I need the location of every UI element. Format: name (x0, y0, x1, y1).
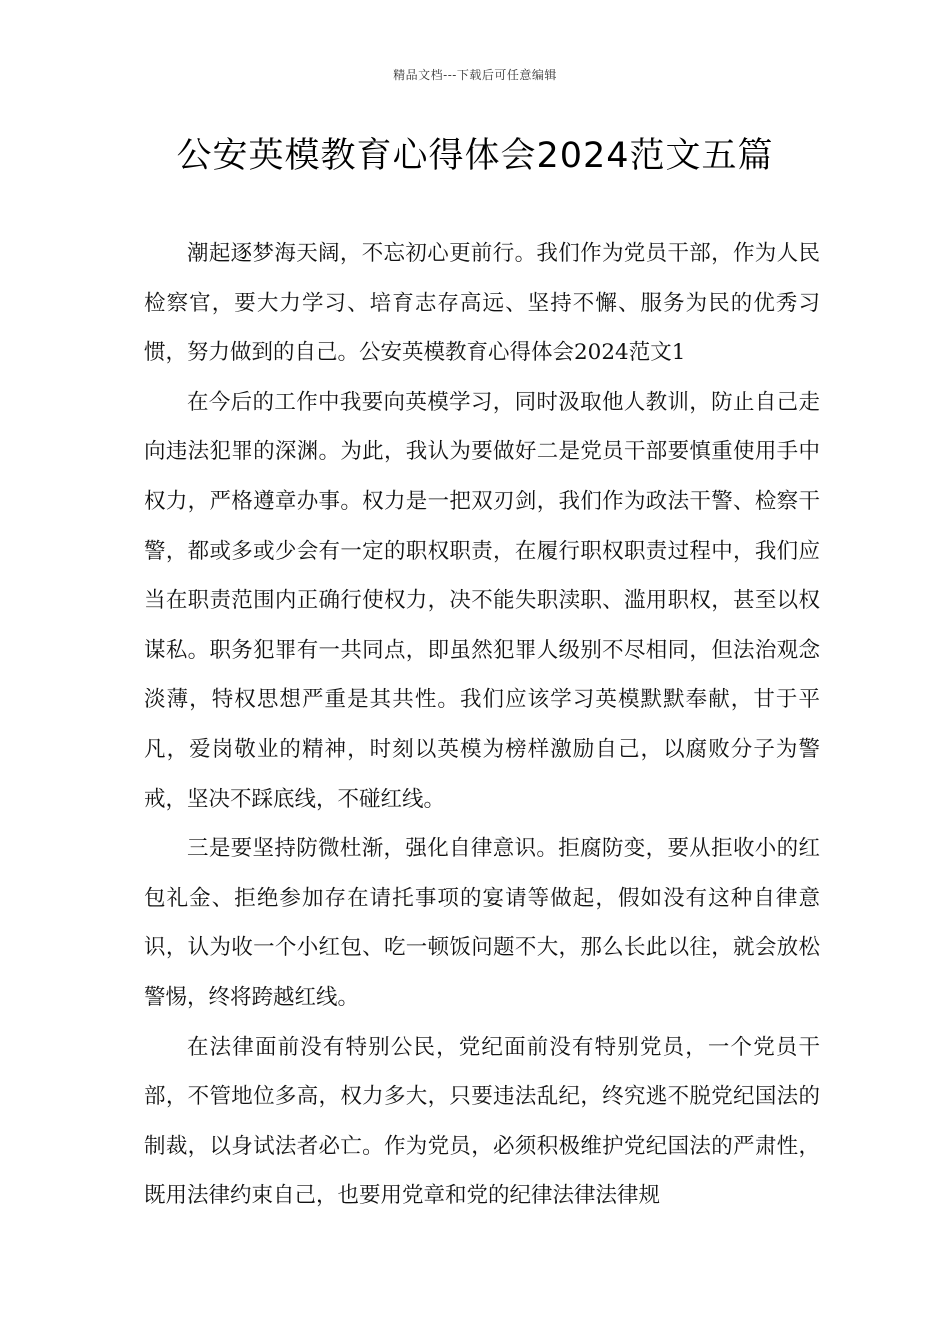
header-note: 精品文档---下载后可任意编辑 (393, 68, 557, 82)
paragraph: 在法律面前没有特别公民，党纪面前没有特别党员，一个党员干部，不管地位多高，权力多大，只要违法乱纪，终究逃不脱党纪国法的制裁，以身试法者必亡。作为党员，必须积极维护党纪国法的严肃性，既用法律约束自己，也要用党章和党的纪律法律法律规 (144, 1034, 820, 1209)
document-title: 公安英模教育心得体会2024范文五篇 (176, 136, 774, 176)
paragraph: 在今后的工作中我要向英模学习，同时汲取他人教训，防止自己走向违法犯罪的深渊。为此，我认为要做好二是党员干部要慎重使用手中权力，严格遵章办事。权力是一把双刃剑，我们作为政法干警、检察干警，都或多或少会有一定的职权职责，在履行职权职责过程中，我们应当在职责范围内正确行使权力，决不能失职渎职、滥用职权，甚至以权谋私。职务犯罪有一共同点，即虽然犯罪人级别不尽相同，但法治观念淡薄，特权思想严重是其共性。我们应该学习英模默默奉献，甘于平凡，爱岗敬业的精神，时刻以英模为榜样激励自己，以腐败分子为警戒，坚决不踩底线，不碰红线。 (144, 389, 820, 812)
document-body (144, 229, 820, 1221)
paragraph: 三是要坚持防微杜渐，强化自律意识。拒腐防变，要从拒收小的红包礼金、拒绝参加存在请托事项的宴请等做起，假如没有这种自律意识，认为收一个小红包、吃一顿饭问题不大，那么长此以往，就会放松警惕，终将跨越红线。 (144, 836, 820, 1010)
paragraph: 潮起逐梦海天阔，不忘初心更前行。我们作为党员干部，作为人民检察官，要大力学习、培育志存高远、坚持不懈、服务为民的优秀习惯，努力做到的自己。公安英模教育心得体会2024范文1 (144, 241, 820, 366)
